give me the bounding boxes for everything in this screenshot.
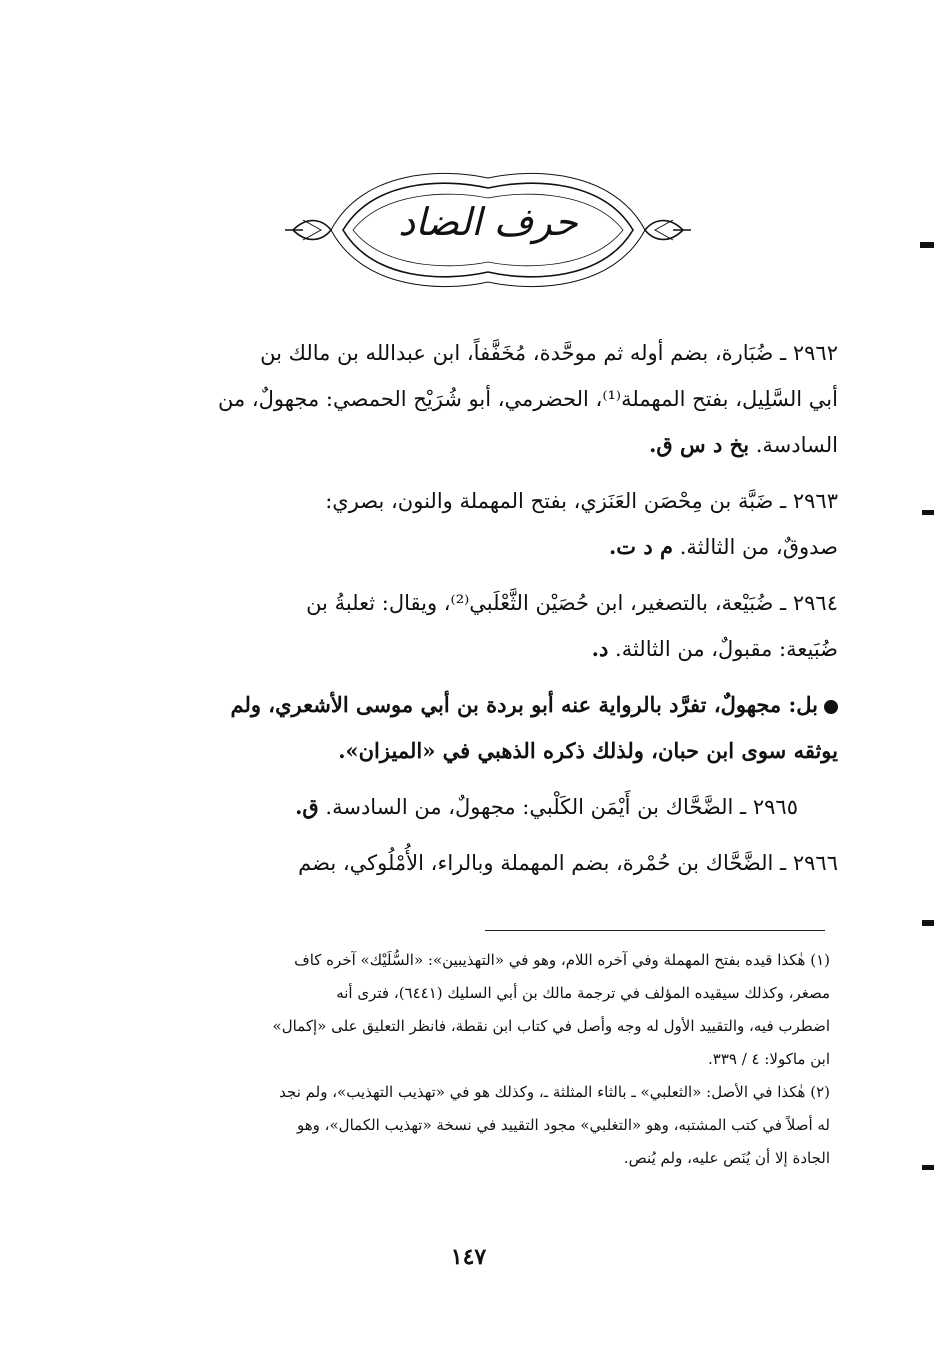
entry-line: ٢٩٦٤ ـ ضُبَيْعة، بالتصغير، ابن حُصَيْن الثَّعْلَبي⁽²⁾، ويقال: ثعلبةُ بن	[306, 591, 838, 615]
entry-line: أبي السَّلِيل، بفتح المهملة⁽¹⁾، الحضرمي، أبو شُرَيْح الحمصي: مجهولٌ، من	[217, 387, 838, 411]
entry-text: ٢٩٦٥ ـ الضَّحَّاك بن أَيْمَن الكَلْبي: مجهولٌ، من السادسة.	[325, 795, 798, 819]
footnote-separator	[485, 930, 825, 931]
book-code: بخ د س ق.	[649, 432, 750, 457]
entry-2965	[138, 784, 838, 830]
book-code: د.	[591, 636, 609, 661]
margin-mark	[922, 510, 934, 515]
footnotes	[130, 944, 830, 1175]
book-code: ق.	[295, 794, 319, 819]
footnote-1	[130, 944, 830, 1076]
margin-mark	[922, 1165, 934, 1170]
footnote-2	[130, 1076, 830, 1175]
chapter-heading-frame	[283, 170, 693, 290]
editor-comment	[138, 682, 838, 774]
entry-text: ضُبَيعة: مقبولٌ، من الثالثة.	[615, 637, 838, 661]
footnote-line: (١) هٰكذا قيده بفتح المهملة وفي آخره اللام، وهو في «التهذيبين»: «السُّلَيْك» آخره كاف	[294, 951, 830, 969]
bullet-icon	[824, 700, 838, 714]
entry-2964	[138, 580, 838, 672]
margin-mark	[922, 920, 934, 926]
chapter-title: حرف الضاد	[398, 200, 578, 244]
entry-text: صدوقٌ، من الثالثة.	[679, 535, 838, 559]
entry-line: ٢٩٦٣ ـ ضَبَّة بن مِحْصَن العَنَزي، بفتح المهملة والنون، بصري:	[325, 489, 838, 513]
entry-line	[138, 422, 838, 468]
margin-mark	[920, 242, 934, 248]
entry-line	[138, 784, 838, 830]
entry-2963	[138, 478, 838, 570]
entry-text: السادسة.	[755, 433, 838, 457]
entry-line: ٢٩٦٢ ـ ضُبَارة، بضم أوله ثم موحَّدة، مُخَفَّفاً، ابن عبدالله بن مالك بن	[260, 341, 838, 365]
footnote-line: (٢) هٰكذا في الأصل: «الثعلبي» ـ بالثاء المثلثة ـ، وكذلك هو في «تهذيب التهذيب»، ولم نجد	[279, 1083, 830, 1101]
entry-line: ٢٩٦٦ ـ الضَّحَّاك بن حُمْرة، بضم المهملة وبالراء، الأُمْلُوكي، بضم	[298, 851, 838, 875]
entry-2966	[138, 840, 838, 886]
entry-2962	[138, 330, 838, 468]
book-code: م د ت.	[608, 534, 674, 559]
entry-line	[138, 626, 838, 672]
footnote-line: اضطرب فيه، والتقييد الأول له وجه وأصل في كتاب ابن نقطة، فانظر التعليق على «إكمال»	[272, 1017, 830, 1035]
entry-line	[138, 524, 838, 570]
footnote-line: الجادة إلا أن يُنَص عليه، ولم يُنص.	[623, 1149, 830, 1167]
footnote-line: ابن ماكولا: ٤ / ٣٣٩.	[707, 1050, 830, 1068]
main-text	[138, 330, 838, 896]
entry-text: بل: مجهولٌ، تفرَّد بالرواية عنه أبو بردة بن أبي موسى الأشعري، ولم	[230, 692, 818, 717]
footnote-line: له أصلاً في كتب المشتبه، وهو «التغلبي» مجود التقييد في نسخة «تهذيب الكمال»، وهو	[296, 1116, 830, 1134]
page-number: ١٤٧	[450, 1244, 487, 1270]
entry-line	[138, 682, 838, 728]
entry-line: يوثقه سوى ابن حبان، ولذلك ذكره الذهبي في «الميزان».	[338, 738, 838, 763]
footnote-line: مصغر، وكذلك سيقيده المؤلف في ترجمة مالك بن أبي السليك (٦٤٤١)، فترى أنه	[336, 984, 830, 1002]
